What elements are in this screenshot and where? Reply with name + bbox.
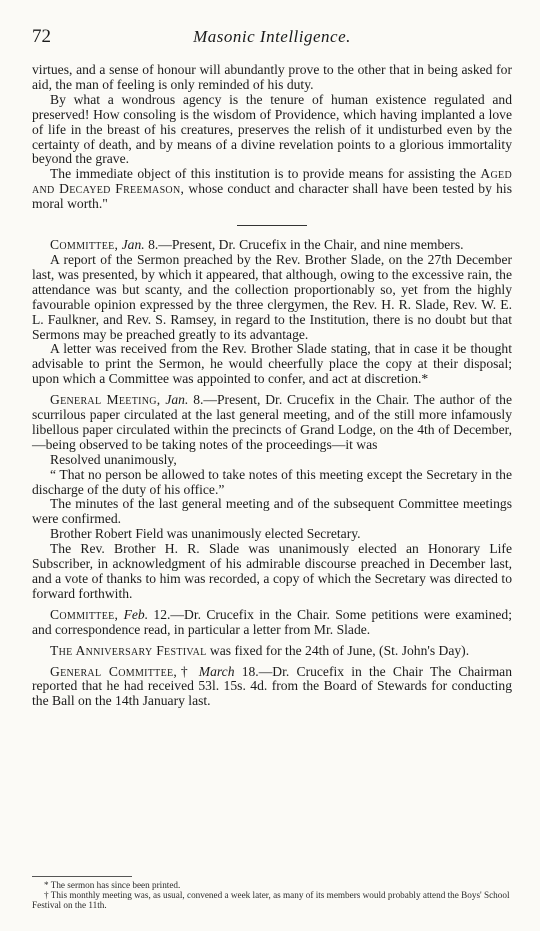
paragraph: “ That no person be allowed to take notes of this meeting except the Secretary in the discharge of the duty of his office.” (32, 466, 512, 497)
paragraph: A report of the Sermon preached by the Rev. Brother Slade, on the 27th December last, was presented, by which it appeared, that although, owing to the excessive rain, the attendance was but scanty, and the collection proportionably so, yet from the highly favourable opinion expressed by the three clergymen, the Rev. H. R. Slade, Rev. W. E. L. Faulkner, and Rev. S. Ramsey, in regard to the Institution, there is no doubt but that Sermons may be preached greatly to its advantage. (32, 251, 512, 342)
paragraph: The minutes of the last general meeting and of the subsequent Committee meetings were confirmed. (32, 496, 512, 527)
footnote-marker: † (177, 663, 192, 679)
paragraph (32, 167, 512, 212)
minute-entry (32, 608, 512, 638)
text-run: 8.—Present, Dr. Crucefix in the Chair. The author of the scurrilous paper circulated at the last general meeting, and of the still more infamously libellous paper circulated within the precincts of Grand Lodge, on the 4th of December,—being observed to be taking notes of the proceedings—it was (32, 392, 512, 452)
text-run: 8.—Present, Dr. Crucefix in the Chair, and nine members. (144, 237, 464, 253)
paragraph: Brother Robert Field was unanimously elected Secretary. (50, 526, 361, 542)
text-run: was fixed for the 24th of June, (St. John's Day). (206, 642, 470, 658)
text-run: whose conduct and character shall have been tested by his moral worth." (32, 181, 512, 212)
minute-entry (32, 665, 512, 710)
footnote-divider (32, 876, 132, 877)
minute-entry (32, 644, 512, 659)
entry-date: Jan. (121, 237, 145, 253)
footnote: * The sermon has since been printed. (44, 880, 181, 890)
footnotes (32, 880, 512, 910)
entry-heading: General Committee, (50, 663, 178, 679)
running-title: Masonic Intelligence. (193, 27, 351, 46)
entry-heading: Committee, (50, 606, 119, 622)
minute-entry (32, 393, 512, 453)
section-divider (237, 225, 307, 226)
entry-heading: The Anniversary Festival (50, 642, 207, 658)
paragraph: The Rev. Brother H. R. Slade was unanimously elected an Honorary Life Subscriber, in acknowledgment of his admirable discourse preached in December last, and a vote of thanks to him was recorded, a copy of which the Secretary was directed to forward forthwith. (32, 541, 512, 601)
page-number: 72 (32, 26, 51, 47)
entry-date: Jan. (165, 392, 189, 408)
text-run: 18.—Dr. Crucefix in the Chair The Chairman reported that he had received 53l. 15s. 4d. from the Board of Stewards for conducting the Ball on the 14th January last. (32, 663, 512, 709)
body-text (32, 63, 512, 709)
paragraph: A letter was received from the Rev. Brother Slade stating, that in case it be thought advisable to print the Sermon, he would cheerfully place the copy at their disposal; upon which a Committee was appointed to confer, and act at discretion.* (32, 341, 512, 387)
small-caps-run: Aged and Decayed Freemason, (32, 166, 512, 197)
entry-date: Feb. (123, 606, 149, 622)
paragraph: virtues, and a sense of honour will abundantly prove to the other that in being asked for aid, the man of feeling is only reminded of his duty. (32, 62, 512, 92)
paragraph: By what a wondrous agency is the tenure of human existence regulated and preserved! How consoling is the wisdom of Providence, which having implanted a love of life in the breast of his creatures, preserves the relish of it undisturbed even by the certainty of death, and by means of a divine revelation points to a glorious immortality beyond the grave. (32, 91, 512, 167)
footnote: † This monthly meeting was, as usual, convened a week later, as many of its members would probably attend the Boys' School Festival on the 11th. (32, 890, 510, 910)
page-header (32, 26, 512, 52)
text-run: 12.—Dr. Crucefix in the Chair. Some petitions were examined; and correspondence read, in particular a letter from Mr. Slade. (32, 606, 512, 637)
paragraph: Resolved unanimously, (50, 451, 177, 467)
text-run: The immediate object of this institution is to provide means for assisting the (50, 166, 481, 182)
entry-heading: General Meeting, (50, 392, 161, 408)
entry-date: March (198, 663, 235, 679)
entry-heading: Committee, (50, 237, 119, 253)
minute-entry (32, 238, 512, 253)
